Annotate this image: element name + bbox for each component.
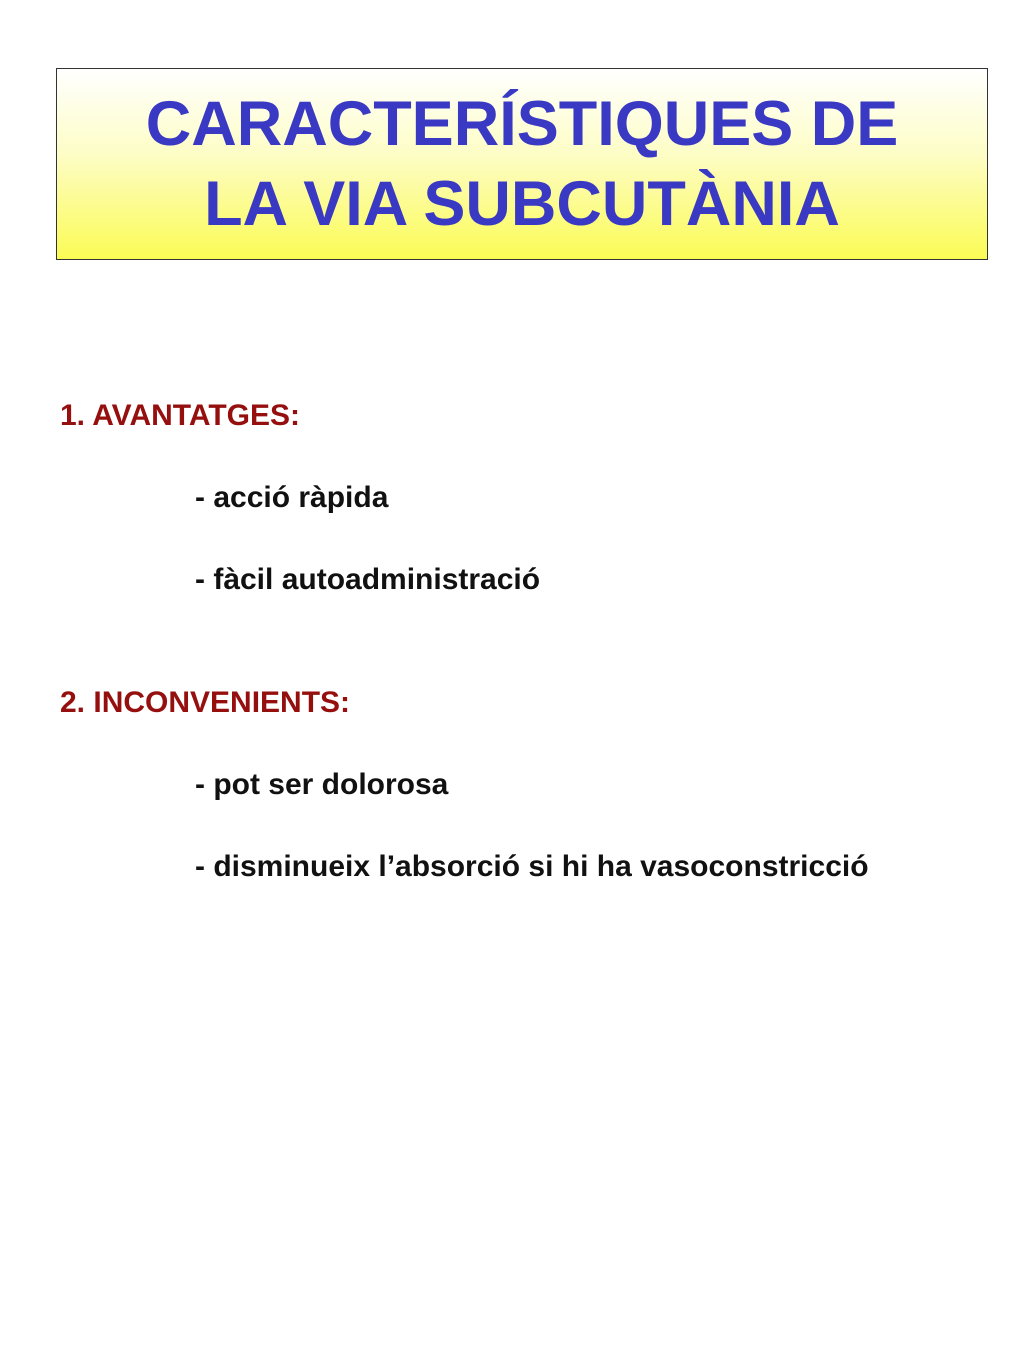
page-title-line-2: LA VIA SUBCUTÀNIA — [204, 169, 840, 239]
advantage-item-self-administration: - fàcil autoadministració — [195, 563, 541, 596]
page-title-line-1: CARACTERÍSTIQUES DE — [145, 89, 899, 159]
disadvantage-item-painful: - pot ser dolorosa — [195, 768, 449, 801]
title-banner — [56, 68, 988, 260]
disadvantage-item-absorption: - disminueix l’absorció si hi ha vasoconstricció — [195, 850, 869, 883]
advantages-heading: 1. AVANTATGES: — [60, 399, 300, 432]
advantage-item-rapid-action: - acció ràpida — [195, 481, 389, 514]
disadvantages-heading: 2. INCONVENIENTS: — [60, 686, 351, 719]
